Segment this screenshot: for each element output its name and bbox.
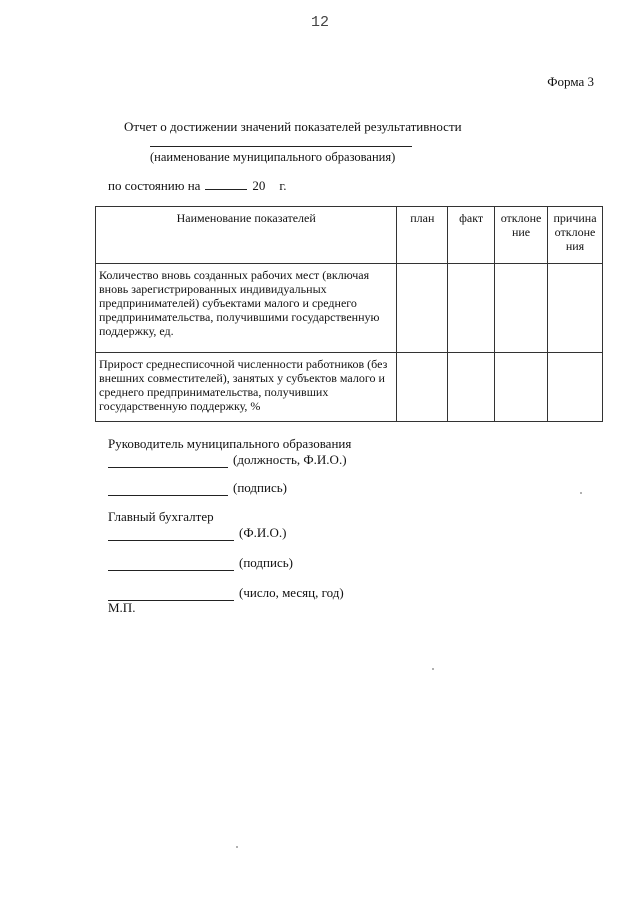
head-position-line <box>108 452 347 468</box>
header-indicator-name: Наименование показателей <box>96 207 397 264</box>
stamp-label: М.П. <box>108 600 136 615</box>
date-blank <box>205 177 247 190</box>
deviation-cell <box>495 353 548 422</box>
municipality-caption: (наименование муниципального образования) <box>150 150 396 164</box>
deviation-cell <box>495 264 548 353</box>
scan-speck <box>432 668 434 670</box>
date-caption: (число, месяц, год) <box>239 585 344 600</box>
form-label: Форма 3 <box>547 74 594 89</box>
fact-cell <box>448 264 495 353</box>
head-signature-caption: (подпись) <box>233 480 287 495</box>
as-of-prefix: по состоянию на <box>108 178 201 193</box>
reason-cell <box>548 353 603 422</box>
header-deviation: отклоне ние <box>495 207 548 264</box>
accountant-signature-caption: (подпись) <box>239 555 293 570</box>
plan-cell <box>397 264 448 353</box>
header-plan: план <box>397 207 448 264</box>
fact-cell <box>448 353 495 422</box>
head-position-caption: (должность, Ф.И.О.) <box>233 452 347 467</box>
table-row <box>96 264 603 353</box>
table-header-row <box>96 207 603 264</box>
scan-speck <box>236 846 238 848</box>
head-position-blank <box>108 455 228 468</box>
head-signature-blank <box>108 483 228 496</box>
municipality-blank-line <box>150 146 412 147</box>
scan-speck <box>580 492 582 494</box>
header-deviation-reason: причина отклоне ния <box>548 207 603 264</box>
accountant-title: Главный бухгалтер <box>108 509 214 524</box>
table-row <box>96 353 603 422</box>
page-number: 12 <box>310 14 329 31</box>
as-of-date-row <box>108 177 287 194</box>
indicator-name-cell: Количество вновь созданных рабочих мест (включая вновь зарегистрированных индивидуальных предпринимателей) субъектами малого и среднего предпринимательства, получившими государственную поддержку, ед. <box>96 264 397 353</box>
accountant-signature-line <box>108 555 293 571</box>
reason-cell <box>548 264 603 353</box>
indicator-name-cell: Прирост среднесписочной численности работников (без внешних совместителей), занятых у субъектов малого и среднего предпринимательства, получивших государственную поддержку, % <box>96 353 397 422</box>
plan-cell <box>397 353 448 422</box>
accountant-name-line <box>108 525 286 541</box>
accountant-name-blank <box>108 528 234 541</box>
header-fact: факт <box>448 207 495 264</box>
report-title: Отчет о достижении значений показателей результативности <box>124 119 462 134</box>
accountant-name-caption: (Ф.И.О.) <box>239 525 287 540</box>
head-title: Руководитель муниципального образования <box>108 436 352 451</box>
as-of-year: 20 <box>252 178 266 193</box>
indicators-table <box>95 206 603 422</box>
head-signature-line <box>108 480 287 496</box>
as-of-suffix: г. <box>279 178 287 193</box>
date-line <box>108 585 344 601</box>
accountant-signature-blank <box>108 558 234 571</box>
